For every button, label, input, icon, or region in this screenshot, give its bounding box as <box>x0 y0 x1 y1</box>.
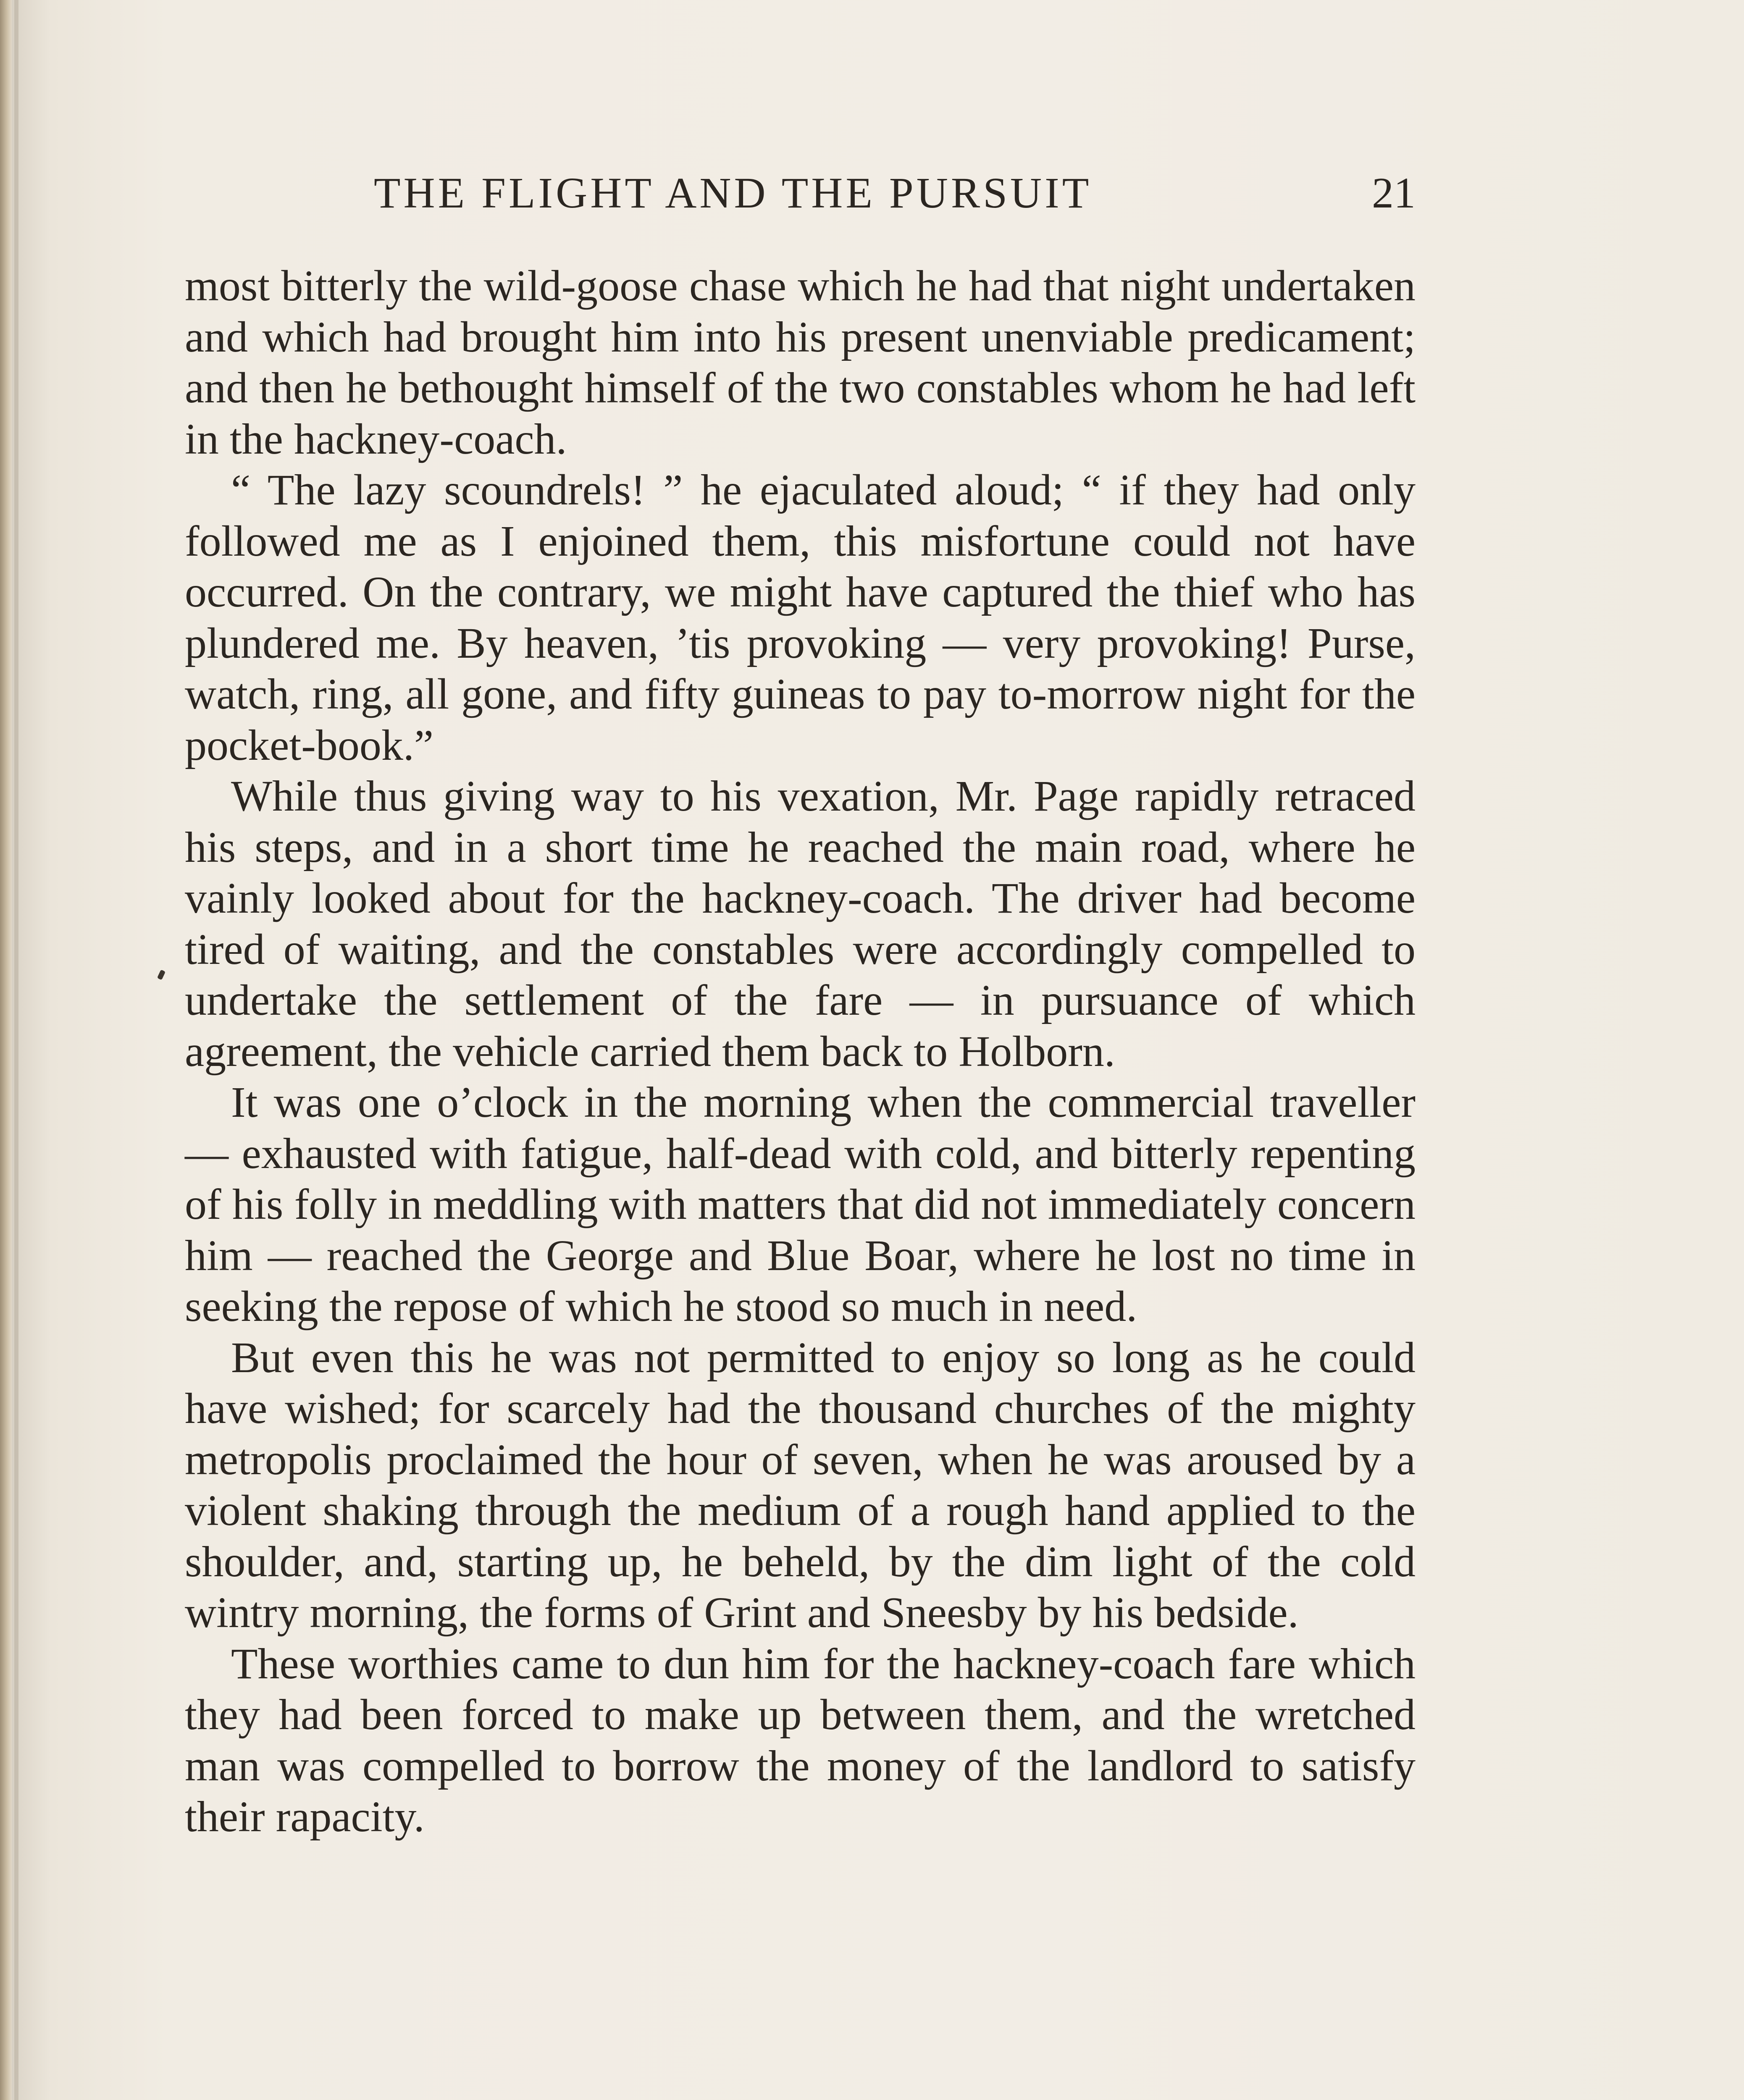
paragraph: While thus giving way to his vexation, Mr. Page rapidly retraced his steps, and in a short time he reached the main road, where he vainly looked about for the hackney-coach. The driver had become tired of waiting, and the constables were accordingly compelled to undertake the settlement of the fare — in pursuance of which agreement, the vehicle carried them back to Holborn. <box>185 772 1416 1076</box>
binding-edge <box>14 0 18 2100</box>
paragraph: These worthies came to dun him for the hackney-coach fare which they had been forced to make up between them, and the wretched man was compelled to borrow the money of the landlord to satisfy their rapacity. <box>185 1639 1416 1841</box>
paragraph: “ The lazy scoundrels! ” he ejaculated aloud; “ if they had only followed me as I enjoined them, this misfortune could not have occurred. On the contrary, we might have captured the thief who has plundered me. By heaven, ’tis provoking — very provoking! Purse, watch, ring, all gone, and fifty guineas to pay to-morrow night for the pocket-book.” <box>185 466 1416 769</box>
running-title: THE FLIGHT AND THE PURSUIT <box>374 169 1092 217</box>
ink-speck <box>157 969 165 980</box>
paragraph: But even this he was not permitted to enjoy so long as he could have wished; for scarcely had the thousand churches of the mighty metropolis proclaimed the hour of seven, when he was aroused by a violent shaking through the medium of a rough hand applied to the shoulder, and, starting up, he beheld, by the dim light of the cold wintry morning, the forms of Grint and Sneesby by his bedside. <box>185 1333 1416 1637</box>
paragraph: It was one o’clock in the morning when the commercial traveller — exhausted with fatigue, half-dead with cold, and bitterly repenting of his folly in meddling with matters that did not immediately concern him — reached the George and Blue Boar, where he lost no time in seeking the repose of which he stood so much in need. <box>185 1078 1416 1331</box>
page-gutter <box>0 0 12 2100</box>
running-header <box>185 168 1416 231</box>
paragraph: most bitterly the wild-goose chase which he had that night undertaken and which had brought him into his present unenviable predicament; and then he bethought himself of the two constables whom he had left in the hackney-coach. <box>185 262 1416 463</box>
body-text <box>185 260 1416 1843</box>
page-number: 21 <box>1372 169 1416 217</box>
